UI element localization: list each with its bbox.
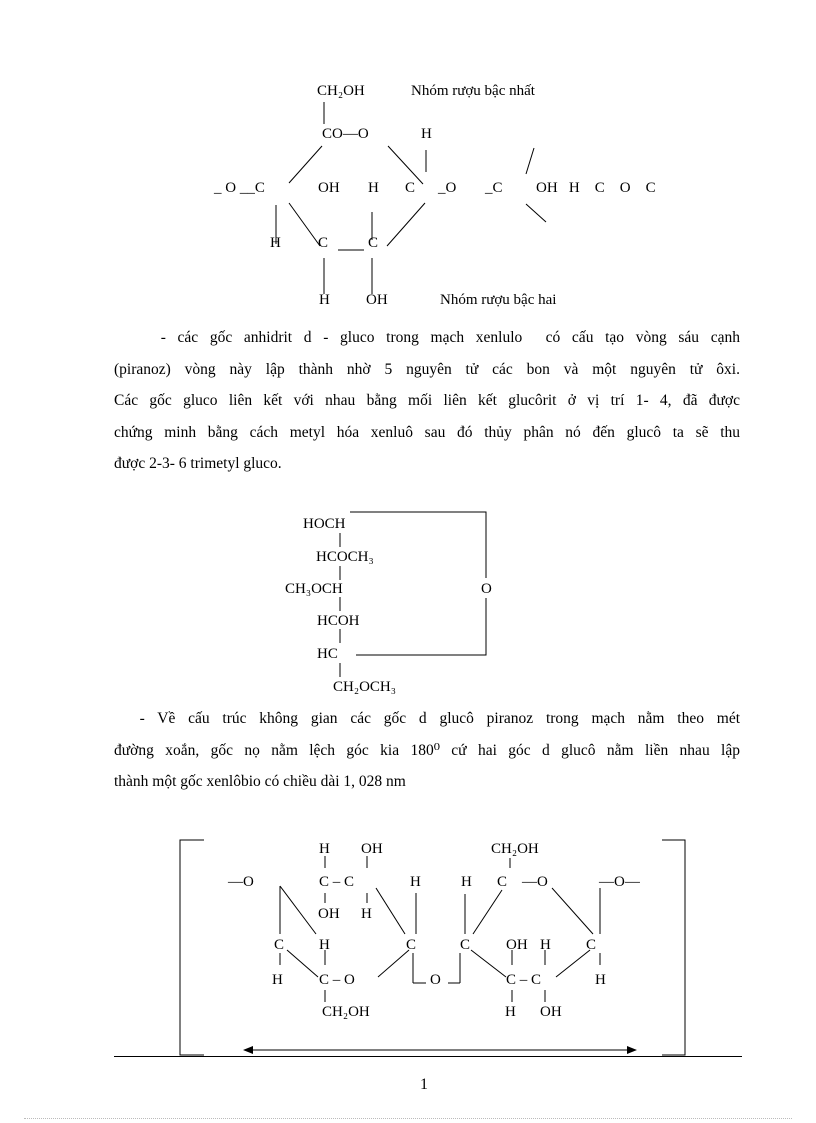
d3-label: H (461, 874, 472, 890)
oh-group-bottom: OH (366, 292, 388, 308)
d3-label: H (361, 906, 372, 922)
d3-label: OH (318, 906, 340, 922)
page-number: 1 (420, 1076, 428, 1093)
chain-left: _ O __C (214, 180, 265, 196)
page-break-divider (24, 1118, 792, 1119)
paragraph-2-line: đường xoắn, gốc nọ nằm lệch góc kia 180⁰ cứ hai góc d glucô nằm liền nhau lập (114, 741, 740, 759)
d3-label: —O— (599, 874, 640, 890)
h-atom-low: H (270, 235, 281, 251)
h-atom-1: H (368, 180, 379, 196)
d3-label: C (274, 937, 285, 953)
d3-label: C – O (319, 972, 355, 988)
d3-label: H (505, 1004, 516, 1020)
d3-label: C (497, 874, 508, 890)
paragraph-1-line: Các gốc gluco liên kết với nhau bằng mối liên kết glucôrit ở vị trí 1- 4, đã được (114, 392, 740, 409)
paragraph-2-line: thành một gốc xenlôbio có chiều dài 1, 028 nm (114, 773, 406, 790)
row-hoch: HOCH (303, 516, 346, 532)
d3-label: H (540, 937, 551, 953)
row-hcoch3: HCOCH₃ (316, 549, 374, 565)
c-link: _C (485, 180, 503, 196)
d3-label: OH (361, 841, 383, 857)
d3-label: OH (506, 937, 528, 953)
d3-label: H (272, 972, 283, 988)
d3-label: C – C (319, 874, 355, 890)
h-atom-top: H (421, 126, 432, 142)
d3-label: H (410, 874, 421, 890)
c-atom-low-1: C (318, 235, 329, 251)
row-hc: HC (317, 646, 338, 662)
o-link: _O (438, 180, 457, 196)
co-o-bond: CO—O (322, 126, 369, 142)
paragraph-1-line: chứng minh bằng cách metyl hóa xenluô sau đó thủy phân nó đến glucô ta sẽ thu (114, 423, 740, 441)
paragraph-1-line: (piranoz) vòng này lập thành nhờ 5 nguyên tử các bon và một nguyên tử ôxi. (114, 360, 740, 378)
label-secondary-alcohol: Nhóm rượu bậc hai (440, 292, 557, 308)
d3-label: C – C (506, 972, 542, 988)
d3-label: H (319, 841, 330, 857)
h-atom-bottom: H (319, 292, 330, 308)
chain-right: OH H C O C (536, 180, 656, 196)
d3-label: CH₂OH (322, 1004, 370, 1020)
oh-group-1: OH (318, 180, 340, 196)
label-primary-alcohol: Nhóm rượu bậc nhất (411, 83, 535, 99)
d3-label: C (586, 937, 597, 953)
d3-label: H (595, 972, 606, 988)
footer-rule (114, 1056, 742, 1057)
d3-label: C (406, 937, 417, 953)
paragraph-1-line: được 2-3- 6 trimetyl gluco. (114, 455, 282, 472)
d3-label: —O (522, 874, 548, 890)
row-ch3och: CH₃OCH (285, 581, 343, 597)
d3-label: CH₂OH (491, 841, 539, 857)
row-hcoh: HCOH (317, 613, 360, 629)
d3-label: —O (228, 874, 254, 890)
paragraph-2-line: - Về cấu trúc không gian các gốc d glucô piranoz trong mạch nằm theo mét (114, 710, 740, 727)
paragraph-1-line: - các gốc anhidrit d - gluco trong mạch xenlulo có cấu tạo vòng sáu cạnh (114, 329, 740, 346)
d3-label: C (460, 937, 471, 953)
d3-label: H (319, 937, 330, 953)
c-atom-1: C (405, 180, 416, 196)
ch2oh-group: CH₂OH (317, 83, 365, 99)
ring-oxygen: O (481, 581, 492, 597)
d3-label: O (430, 972, 441, 988)
row-ch2och3: CH₂OCH₃ (333, 679, 396, 695)
c-atom-low-2: C (368, 235, 379, 251)
d3-label: OH (540, 1004, 562, 1020)
